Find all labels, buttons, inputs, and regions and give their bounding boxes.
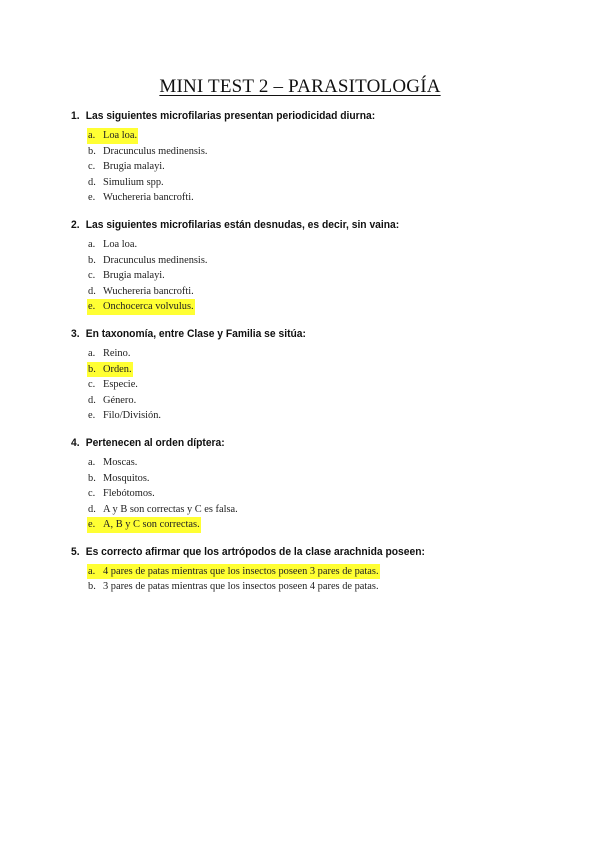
option-text: Flebótomos. (103, 488, 155, 500)
option-highlight (87, 393, 137, 409)
option-letter: e. (88, 410, 96, 422)
option-highlight (87, 471, 150, 487)
option-highlight (87, 299, 195, 315)
option-letter: a. (88, 456, 96, 468)
option-letter: b. (88, 472, 96, 484)
option-a (87, 346, 571, 362)
option-highlight (87, 190, 195, 206)
option-text: Wuchereria bancrofti. (103, 285, 194, 297)
option-highlight (87, 253, 208, 269)
option-text: Wuchereria bancrofti. (103, 192, 194, 204)
option-text: Filo/División. (103, 410, 162, 422)
option-c (87, 486, 571, 502)
option-letter: a. (88, 565, 96, 577)
option-a (87, 128, 571, 144)
option-d (87, 284, 571, 300)
option-e (87, 517, 571, 533)
question-heading (71, 326, 531, 342)
option-letter: d. (88, 394, 96, 406)
option-highlight (87, 284, 195, 300)
option-highlight (87, 377, 139, 393)
option-letter: d. (88, 503, 96, 515)
question-1 (71, 108, 571, 206)
option-text: 4 pares de patas mientras que los insectos poseen 3 pares de patas. (103, 565, 379, 577)
option-highlight (87, 268, 166, 284)
option-a (87, 237, 571, 253)
option-highlight (87, 564, 380, 580)
option-text: A y B son correctas y C es falsa. (103, 503, 238, 515)
question-5 (71, 544, 571, 595)
question-heading (71, 108, 531, 124)
option-highlight (87, 455, 138, 471)
option-text: Onchocerca volvulus. (103, 301, 194, 313)
option-text: Especie. (103, 379, 138, 391)
option-letter: d. (88, 176, 96, 188)
option-letter: e. (88, 301, 96, 313)
option-text: Dracunculus medinensis. (103, 145, 208, 157)
question-3 (71, 326, 571, 424)
question-heading (71, 217, 531, 233)
option-highlight (87, 346, 131, 362)
option-c (87, 377, 571, 393)
question-text: Es correcto afirmar que los artrópodos de la clase arachnida poseen: (85, 545, 425, 558)
question-heading (71, 544, 531, 560)
question-number: 2. (71, 218, 80, 231)
option-c (87, 159, 571, 175)
question-text: Las siguientes microfilarias presentan periodicidad diurna: (85, 110, 376, 122)
option-letter: b. (88, 363, 96, 375)
option-highlight (87, 237, 138, 253)
option-c (87, 268, 571, 284)
option-d (87, 502, 571, 518)
option-text: Brugia malayi. (103, 270, 165, 282)
question-text: Pertenecen al orden díptera: (85, 436, 225, 449)
option-text: Género. (103, 394, 137, 406)
option-a (87, 455, 571, 471)
option-letter: a. (88, 347, 96, 359)
option-highlight (87, 362, 133, 378)
option-highlight (87, 517, 201, 533)
question-number: 5. (71, 545, 80, 558)
option-letter: b. (88, 581, 96, 593)
question-number: 1. (71, 110, 80, 122)
option-b (87, 144, 571, 160)
option-d (87, 393, 571, 409)
option-b (87, 579, 571, 595)
option-text: Simulium spp. (103, 176, 164, 188)
option-list (71, 237, 571, 315)
question-4 (71, 435, 571, 533)
option-letter: b. (88, 145, 96, 157)
question-text: Las siguientes microfilarias están desnudas, es decir, sin vaina: (85, 218, 400, 231)
option-letter: c. (88, 161, 96, 173)
option-letter: b. (88, 254, 96, 266)
question-number: 3. (71, 327, 80, 340)
option-text: Dracunculus medinensis. (103, 254, 208, 266)
question-number: 4. (71, 436, 80, 449)
option-highlight (87, 128, 138, 144)
option-text: Loa loa. (103, 130, 138, 141)
option-text: Moscas. (103, 456, 138, 468)
option-highlight (87, 159, 166, 175)
option-letter: c. (88, 270, 96, 282)
option-d (87, 175, 571, 191)
option-a (87, 564, 571, 580)
option-letter: a. (88, 130, 96, 141)
option-b (87, 471, 571, 487)
option-letter: e. (88, 519, 96, 531)
option-text: Loa loa. (103, 238, 138, 250)
page-title: MINI TEST 2 – PARASITOLOGÍA (159, 76, 441, 97)
option-b (87, 253, 571, 269)
question-2 (71, 217, 571, 315)
option-text: Mosquitos. (103, 472, 150, 484)
option-letter: a. (88, 238, 96, 250)
option-text: Orden. (103, 363, 132, 375)
option-list (71, 346, 571, 424)
option-highlight (87, 408, 162, 424)
option-letter: c. (88, 379, 96, 391)
option-e (87, 190, 571, 206)
option-list (71, 455, 571, 533)
question-heading (71, 435, 531, 451)
option-b (87, 362, 571, 378)
option-text: 3 pares de patas mientras que los insectos poseen 4 pares de patas. (103, 581, 379, 593)
option-letter: c. (88, 488, 96, 500)
question-list (71, 108, 571, 606)
option-e (87, 408, 571, 424)
option-e (87, 299, 571, 315)
option-letter: e. (88, 192, 96, 204)
option-list (71, 128, 571, 206)
option-text: Brugia malayi. (103, 161, 165, 173)
option-highlight (87, 486, 156, 502)
option-highlight (87, 175, 165, 191)
option-text: Reino. (103, 347, 131, 359)
option-list (71, 564, 571, 595)
option-highlight (87, 579, 380, 595)
question-text: En taxonomía, entre Clase y Familia se sitúa: (85, 327, 306, 340)
option-highlight (87, 144, 208, 160)
option-letter: d. (88, 285, 96, 297)
option-text: A, B y C son correctas. (103, 519, 200, 531)
option-highlight (87, 502, 239, 518)
